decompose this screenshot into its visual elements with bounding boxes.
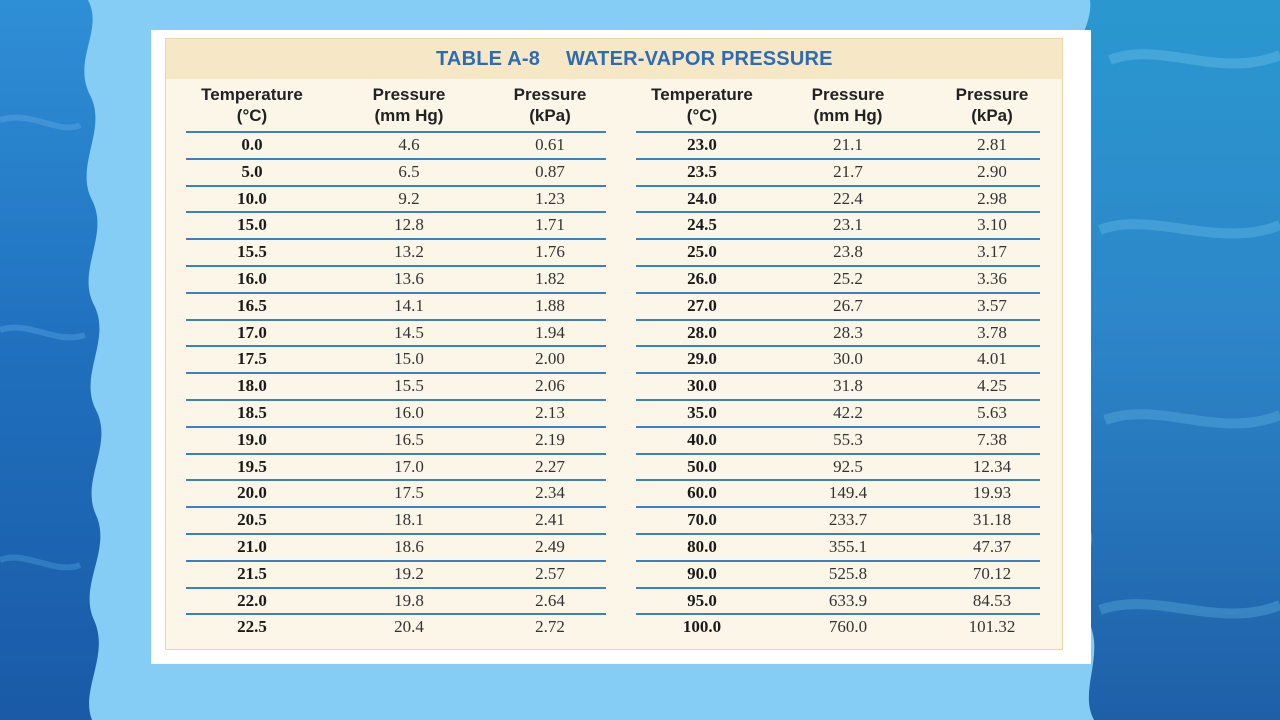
cell-mmhg-left: 19.8 (394, 590, 424, 610)
cell-kpa-left: 2.72 (535, 617, 565, 637)
cell-mmhg-right: 92.5 (833, 456, 863, 476)
cell-mmhg-right: 23.1 (833, 215, 863, 235)
cell-kpa-right: 101.32 (968, 617, 1016, 637)
cell-temp-right: 23.0 (687, 135, 717, 154)
cell-mmhg-left: 14.1 (394, 295, 424, 315)
cell-mmhg-left: 17.0 (394, 456, 424, 476)
table-title-bar (166, 39, 1062, 79)
cell-kpa-left: 1.94 (535, 322, 565, 342)
cell-temp-right: 27.0 (687, 295, 717, 315)
cell-temp-right: 28.0 (687, 322, 717, 342)
cell-temp-right: 35.0 (687, 403, 717, 422)
cell-kpa-right: 19.93 (972, 483, 1012, 503)
cell-kpa-left: 0.61 (535, 135, 565, 154)
cell-kpa-right: 4.01 (977, 349, 1007, 369)
cell-temp-left: 20.0 (237, 483, 267, 503)
cell-temp-right: 23.5 (687, 161, 717, 181)
cell-mmhg-left: 16.0 (394, 403, 424, 422)
cell-temp-left: 16.0 (237, 269, 267, 288)
cell-temp-right: 100.0 (682, 617, 722, 637)
cell-mmhg-right: 25.2 (833, 269, 863, 288)
header-pressure-mmhg-left (354, 84, 464, 126)
cell-temp-right: 29.0 (687, 349, 717, 369)
cell-kpa-left: 2.13 (535, 403, 565, 422)
cell-temp-left: 22.5 (237, 617, 267, 637)
cell-kpa-left: 0.87 (535, 161, 565, 181)
cell-kpa-left: 2.06 (535, 376, 565, 396)
cell-mmhg-right: 31.8 (833, 376, 863, 396)
cell-temp-left: 18.5 (237, 403, 267, 422)
header-pressure-mmhg-right-line1: Pressure (811, 85, 885, 104)
cell-mmhg-right: 55.3 (833, 429, 863, 449)
cell-temp-right: 24.0 (687, 188, 717, 208)
cell-mmhg-left: 14.5 (394, 322, 424, 342)
cell-temp-left: 5.0 (241, 161, 263, 181)
cell-kpa-left: 2.49 (535, 537, 565, 556)
cell-mmhg-left: 20.4 (394, 617, 424, 637)
cell-kpa-left: 1.88 (535, 295, 565, 315)
table-title-text: WATER-VAPOR PRESSURE (566, 48, 833, 70)
cell-kpa-right: 3.57 (977, 295, 1007, 315)
header-temperature-right-line2: (°C) (686, 106, 718, 125)
header-pressure-kpa-left-line2: (kPa) (529, 106, 571, 125)
cell-kpa-left: 2.34 (535, 483, 565, 503)
cell-temp-right: 80.0 (687, 537, 717, 556)
header-pressure-mmhg-right-line2: (mm Hg) (813, 106, 883, 125)
table-title-label: TABLE A-8 (436, 48, 541, 70)
cell-mmhg-right: 28.3 (833, 322, 863, 342)
cell-temp-left: 17.0 (237, 322, 267, 342)
cell-mmhg-right: 21.7 (833, 161, 863, 181)
cell-temp-left: 20.5 (237, 510, 267, 530)
cell-mmhg-right: 23.8 (833, 242, 863, 262)
header-pressure-mmhg-left-line2: (mm Hg) (374, 106, 444, 125)
cell-temp-right: 70.0 (687, 510, 717, 530)
cell-kpa-right: 2.90 (977, 161, 1007, 181)
cell-kpa-right: 3.10 (977, 215, 1007, 235)
cell-mmhg-left: 16.5 (394, 429, 424, 449)
header-pressure-kpa-right-line2: (kPa) (971, 106, 1013, 125)
cell-kpa-left: 2.27 (535, 456, 565, 476)
cell-temp-right: 25.0 (687, 242, 717, 262)
cell-kpa-left: 1.82 (535, 269, 565, 288)
cell-mmhg-left: 15.0 (394, 349, 424, 369)
cell-mmhg-left: 18.6 (394, 537, 424, 556)
cell-mmhg-right: 42.2 (833, 403, 863, 422)
cell-temp-left: 17.5 (237, 349, 267, 369)
header-pressure-kpa-left (500, 84, 600, 126)
cell-temp-right: 24.5 (687, 215, 717, 235)
cell-mmhg-right: 30.0 (833, 349, 863, 369)
cell-mmhg-right: 760.0 (828, 617, 868, 637)
background-left-wave (0, 0, 110, 720)
cell-kpa-right: 70.12 (972, 563, 1012, 583)
cell-kpa-right: 5.63 (977, 403, 1007, 422)
cell-temp-left: 15.0 (237, 215, 267, 235)
cell-temp-left: 21.5 (237, 563, 267, 583)
cell-kpa-left: 1.23 (535, 188, 565, 208)
header-pressure-mmhg-right (792, 84, 904, 126)
cell-kpa-left: 2.41 (535, 510, 565, 530)
cell-mmhg-left: 15.5 (394, 376, 424, 396)
cell-temp-right: 90.0 (687, 563, 717, 583)
water-vapor-table (165, 38, 1063, 650)
header-temperature-left-line2: (°C) (236, 106, 268, 125)
cell-mmhg-right: 149.4 (828, 483, 868, 503)
cell-temp-right: 40.0 (687, 429, 717, 449)
cell-temp-right: 50.0 (687, 456, 717, 476)
cell-temp-left: 19.5 (237, 456, 267, 476)
cell-temp-left: 21.0 (237, 537, 267, 556)
cell-mmhg-right: 355.1 (828, 537, 868, 556)
cell-mmhg-left: 19.2 (394, 563, 424, 583)
cell-kpa-right: 2.81 (977, 135, 1007, 154)
cell-temp-right: 95.0 (687, 590, 717, 610)
cell-kpa-right: 12.34 (972, 456, 1012, 476)
header-pressure-kpa-left-line1: Pressure (513, 85, 587, 104)
table-title (436, 48, 833, 71)
header-temperature-left (188, 84, 316, 126)
cell-mmhg-right: 26.7 (833, 295, 863, 315)
cell-mmhg-right: 633.9 (828, 590, 868, 610)
header-temperature-right-line1: Temperature (651, 85, 753, 104)
cell-kpa-right: 47.37 (972, 537, 1012, 556)
cell-mmhg-left: 13.2 (394, 242, 424, 262)
cell-temp-left: 22.0 (237, 590, 267, 610)
cell-kpa-left: 2.57 (535, 563, 565, 583)
cell-temp-left: 0.0 (241, 135, 263, 154)
cell-temp-left: 15.5 (237, 242, 267, 262)
cell-kpa-right: 3.17 (977, 242, 1007, 262)
cell-mmhg-left: 9.2 (398, 188, 420, 208)
slide-card (151, 30, 1091, 664)
cell-mmhg-right: 21.1 (833, 135, 863, 154)
cell-mmhg-left: 13.6 (394, 269, 424, 288)
header-pressure-mmhg-left-line1: Pressure (372, 85, 446, 104)
header-pressure-kpa-right-line1: Pressure (955, 85, 1029, 104)
cell-kpa-left: 2.64 (535, 590, 565, 610)
cell-kpa-left: 1.76 (535, 242, 565, 262)
cell-mmhg-right: 233.7 (828, 510, 868, 530)
cell-temp-right: 30.0 (687, 376, 717, 396)
cell-mmhg-left: 18.1 (394, 510, 424, 530)
header-temperature-right (638, 84, 766, 126)
cell-mmhg-left: 6.5 (398, 161, 420, 181)
cell-kpa-left: 2.19 (535, 429, 565, 449)
header-temperature-left-line1: Temperature (201, 85, 303, 104)
cell-mmhg-left: 12.8 (394, 215, 424, 235)
cell-kpa-right: 31.18 (972, 510, 1012, 530)
cell-kpa-right: 4.25 (977, 376, 1007, 396)
cell-temp-left: 19.0 (237, 429, 267, 449)
cell-mmhg-right: 525.8 (828, 563, 868, 583)
cell-mmhg-left: 17.5 (394, 483, 424, 503)
cell-kpa-right: 84.53 (972, 590, 1012, 610)
cell-mmhg-right: 22.4 (833, 188, 863, 208)
cell-mmhg-left: 4.6 (398, 135, 420, 154)
cell-kpa-left: 1.71 (535, 215, 565, 235)
cell-kpa-right: 2.98 (977, 188, 1007, 208)
cell-temp-left: 10.0 (237, 188, 267, 208)
cell-temp-right: 60.0 (687, 483, 717, 503)
cell-temp-right: 26.0 (687, 269, 717, 288)
cell-kpa-left: 2.00 (535, 349, 565, 369)
cell-temp-left: 16.5 (237, 295, 267, 315)
cell-kpa-right: 3.78 (977, 322, 1007, 342)
cell-kpa-right: 3.36 (977, 269, 1007, 288)
background-right-wave (1070, 0, 1280, 720)
cell-kpa-right: 7.38 (977, 429, 1007, 449)
cell-temp-left: 18.0 (237, 376, 267, 396)
header-pressure-kpa-right (942, 84, 1042, 126)
